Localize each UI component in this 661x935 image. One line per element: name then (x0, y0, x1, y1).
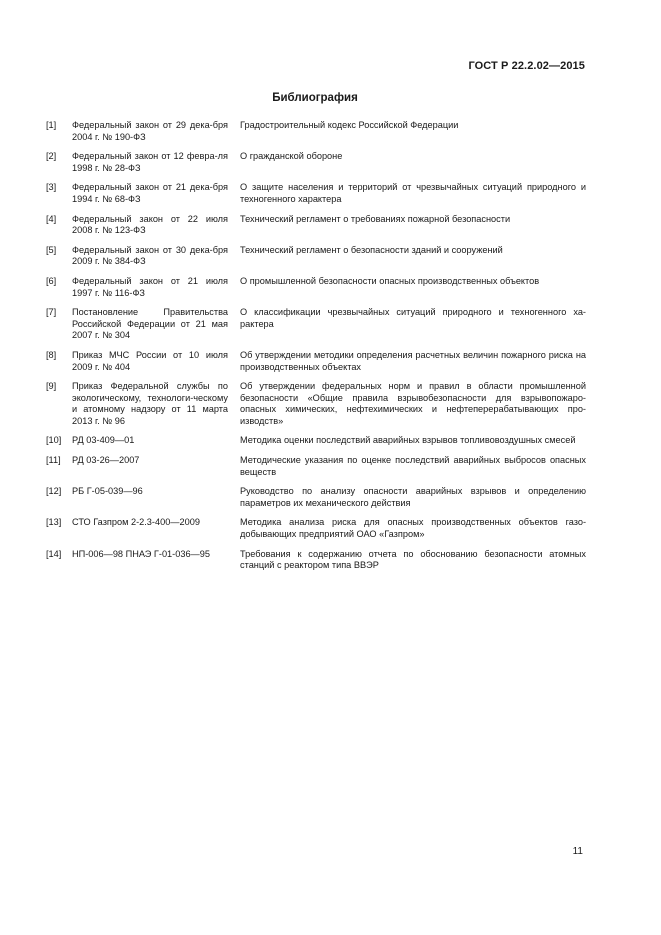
entry-number: [4] (46, 213, 57, 224)
entry-title: Об утверждении методики определения расчетных величин пожарного риска на производственных объектах (240, 349, 586, 372)
bibliography-entry (46, 381, 586, 427)
entry-title: Методика анализа риска для опасных производственных объектов газо-добывающих предприятий ОАО «Газпром» (240, 517, 586, 540)
bibliography-entry (46, 307, 586, 342)
bibliography-entry (46, 350, 586, 373)
entry-source: РБ Г-05-039—96 (72, 486, 143, 497)
entry-number: [12] (46, 486, 62, 497)
entry-title: Методика оценки последствий аварийных взрывов топливовоздушных смесей (240, 435, 576, 446)
entry-title: Технический регламент о требованиях пожарной безопасности (240, 213, 511, 224)
bibliography-entry (46, 182, 586, 205)
entry-source: Федеральный закон от 21 дека-бря 1994 г. № 68-ФЗ (72, 182, 228, 204)
entry-source: Федеральный закон от 29 дека-бря 2004 г. № 190-ФЗ (72, 120, 228, 142)
bibliography-entry (46, 486, 586, 509)
entry-source: НП-006—98 ПНАЭ Г-01-036—95 (72, 548, 210, 559)
bibliography-entry (46, 455, 586, 478)
entry-number: [10] (46, 435, 62, 446)
entry-title: Об утверждении федеральных норм и правил в области промышленной безопасности «Общие правила взрывобезопасности для взрывопожаро-опасных химических, нефтехимических и нефтеперерабатывающих про-изводств» (240, 381, 586, 426)
entry-title: Требования к содержанию отчета по обоснованию безопасности атомных станций с реактором типа ВВЭР (240, 548, 586, 571)
entry-title: Руководство по анализу опасности аварийных взрывов и определению параметров их механического действия (240, 486, 586, 508)
entry-source: Федеральный закон от 12 февра-ля 1998 г. № 28-ФЗ (72, 151, 228, 173)
entry-source: РД 03-409—01 (72, 435, 135, 446)
entry-number: [14] (46, 548, 62, 559)
document-code: ГОСТ Р 22.2.02—2015 (468, 60, 585, 72)
entry-source: Федеральный закон от 21 июля 1997 г. № 116-ФЗ (72, 275, 228, 298)
bibliography-entry (46, 151, 586, 174)
entry-number: [1] (46, 120, 57, 130)
bibliography-entry (46, 276, 586, 299)
entry-title: О промышленной безопасности опасных производственных объектов (240, 275, 540, 286)
page-number: 11 (572, 846, 583, 857)
entry-title: О классификации чрезвычайных ситуаций природного и техногенного ха-рактера (240, 307, 586, 329)
entry-number: [8] (46, 349, 57, 360)
bibliography-entry (46, 549, 586, 572)
entry-title: Методические указания по оценке последствий аварийных выбросов опасных веществ (240, 455, 586, 477)
entry-source: Приказ Федеральной службы по экологическому, технологи-ческому и атомному надзору от 11 марта 2013 г. № 96 (72, 381, 228, 426)
entry-number: [3] (46, 182, 57, 193)
bibliography-entry (46, 245, 586, 268)
entry-number: [5] (46, 244, 57, 255)
entry-number: [2] (46, 151, 57, 162)
entry-number: [9] (46, 381, 57, 392)
entry-source: РД 03-26—2007 (72, 455, 140, 466)
entry-number: [6] (46, 275, 57, 286)
section-title: Библиография (272, 92, 358, 104)
bibliography-entry (46, 517, 586, 540)
entry-source: Федеральный закон от 30 дека-бря 2009 г. № 384-ФЗ (72, 244, 228, 267)
bibliography-list (46, 120, 586, 580)
entry-title: Технический регламент о безопасности зданий и сооружений (240, 244, 503, 255)
entry-source: Постановление Правительства Российской Федерации от 21 мая 2007 г. № 304 (72, 307, 228, 341)
entry-number: [11] (46, 455, 61, 466)
entry-number: [13] (46, 517, 62, 528)
entry-source: Приказ МЧС России от 10 июля 2009 г. № 404 (72, 349, 228, 372)
entry-title: О гражданской обороне (240, 151, 343, 162)
entry-source: Федеральный закон от 22 июля 2008 г. № 123-ФЗ (72, 213, 228, 236)
entry-title: Градостроительный кодекс Российской Федерации (240, 120, 459, 130)
entry-source: СТО Газпром 2-2.3-400—2009 (72, 517, 200, 528)
bibliography-entry (46, 120, 586, 143)
bibliography-entry (46, 435, 586, 447)
entry-title: О защите населения и территорий от чрезвычайных ситуаций природного и техногенного характера (240, 182, 586, 204)
entry-number: [7] (46, 307, 57, 318)
bibliography-entry (46, 214, 586, 237)
